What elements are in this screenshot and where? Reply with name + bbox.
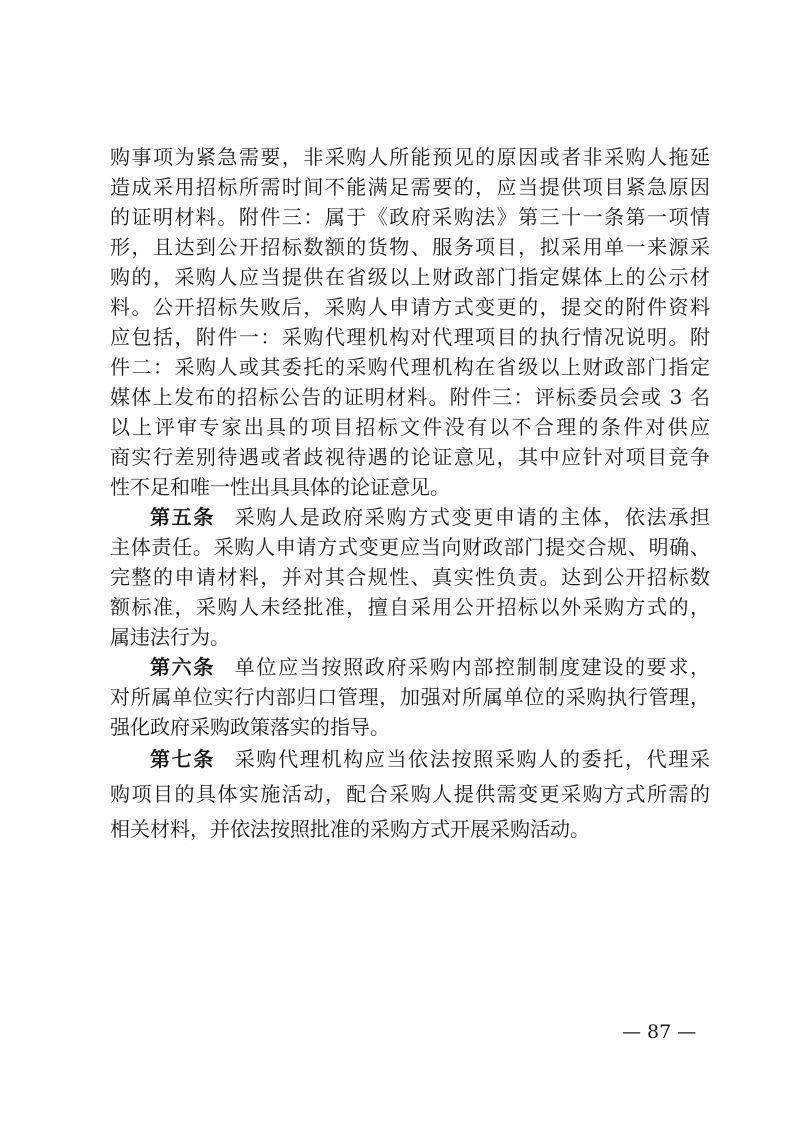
article-7-title: 第七条 xyxy=(150,747,216,771)
article-5-line: 属违法行为。 xyxy=(110,625,230,649)
body-line: 造成采用招标所需时间不能满足需要的，应当提供项目紧急原因 xyxy=(110,175,710,199)
article-7-text: 采购代理机构应当依法按照采购人的委托，代理采 xyxy=(233,747,710,771)
body-line: 料。公开招标失败后，采购人申请方式变更的，提交的附件资料 xyxy=(110,295,710,319)
page-number: — 87 — xyxy=(622,1021,697,1043)
article-5-line: 额标准，采购人未经批准，擅自采用公开招标以外采购方式的， xyxy=(110,595,710,619)
article-7-first-line xyxy=(150,744,710,774)
body-line: 媒体上发布的招标公告的证明材料。附件三：评标委员会或 3 名 xyxy=(110,385,710,409)
article-5-line: 主体责任。采购人申请方式变更应当向财政部门提交合规、明确、 xyxy=(110,535,710,559)
article-7-line: 相关材料，并依法按照批准的采购方式开展采购活动。 xyxy=(110,817,590,841)
article-6-title: 第六条 xyxy=(150,655,216,679)
article-6-text: 单位应当按照政府采购内部控制制度建设的要求， xyxy=(233,655,710,679)
article-5-line: 完整的申请材料，并对其合规性、真实性负责。达到公开招标数 xyxy=(110,565,710,589)
body-line: 的证明材料。附件三：属于《政府采购法》第三十一条第一项情 xyxy=(110,205,710,229)
article-7-line: 购项目的具体实施活动，配合采购人提供需变更采购方式所需的 xyxy=(110,782,710,806)
body-line: 购事项为紧急需要，非采购人所能预见的原因或者非采购人拖延 xyxy=(110,145,710,169)
body-line: 商实行差别待遇或者歧视待遇的论证意见，其中应针对项目竞争 xyxy=(110,445,710,469)
article-6-first-line xyxy=(150,652,710,682)
article-5-first-line xyxy=(150,502,710,532)
article-6-line: 强化政府采购政策落实的指导。 xyxy=(110,715,390,739)
body-line: 以上评审专家出具的项目招标文件没有以不合理的条件对供应 xyxy=(110,415,710,439)
article-6-line: 对所属单位实行内部归口管理，加强对所属单位的采购执行管理， xyxy=(110,685,710,709)
article-5-title: 第五条 xyxy=(150,505,216,529)
article-5-text: 采购人是政府采购方式变更申请的主体，依法承担 xyxy=(233,505,710,529)
body-line: 形，且达到公开招标数额的货物、服务项目，拟采用单一来源采 xyxy=(110,235,710,259)
body-line: 件二：采购人或其委托的采购代理机构在省级以上财政部门指定 xyxy=(110,355,710,379)
body-line: 购的，采购人应当提供在省级以上财政部门指定媒体上的公示材 xyxy=(110,265,710,289)
body-line: 性不足和唯一性出具具体的论证意见。 xyxy=(110,475,450,499)
body-line: 应包括，附件一：采购代理机构对代理项目的执行情况说明。附 xyxy=(110,325,710,349)
